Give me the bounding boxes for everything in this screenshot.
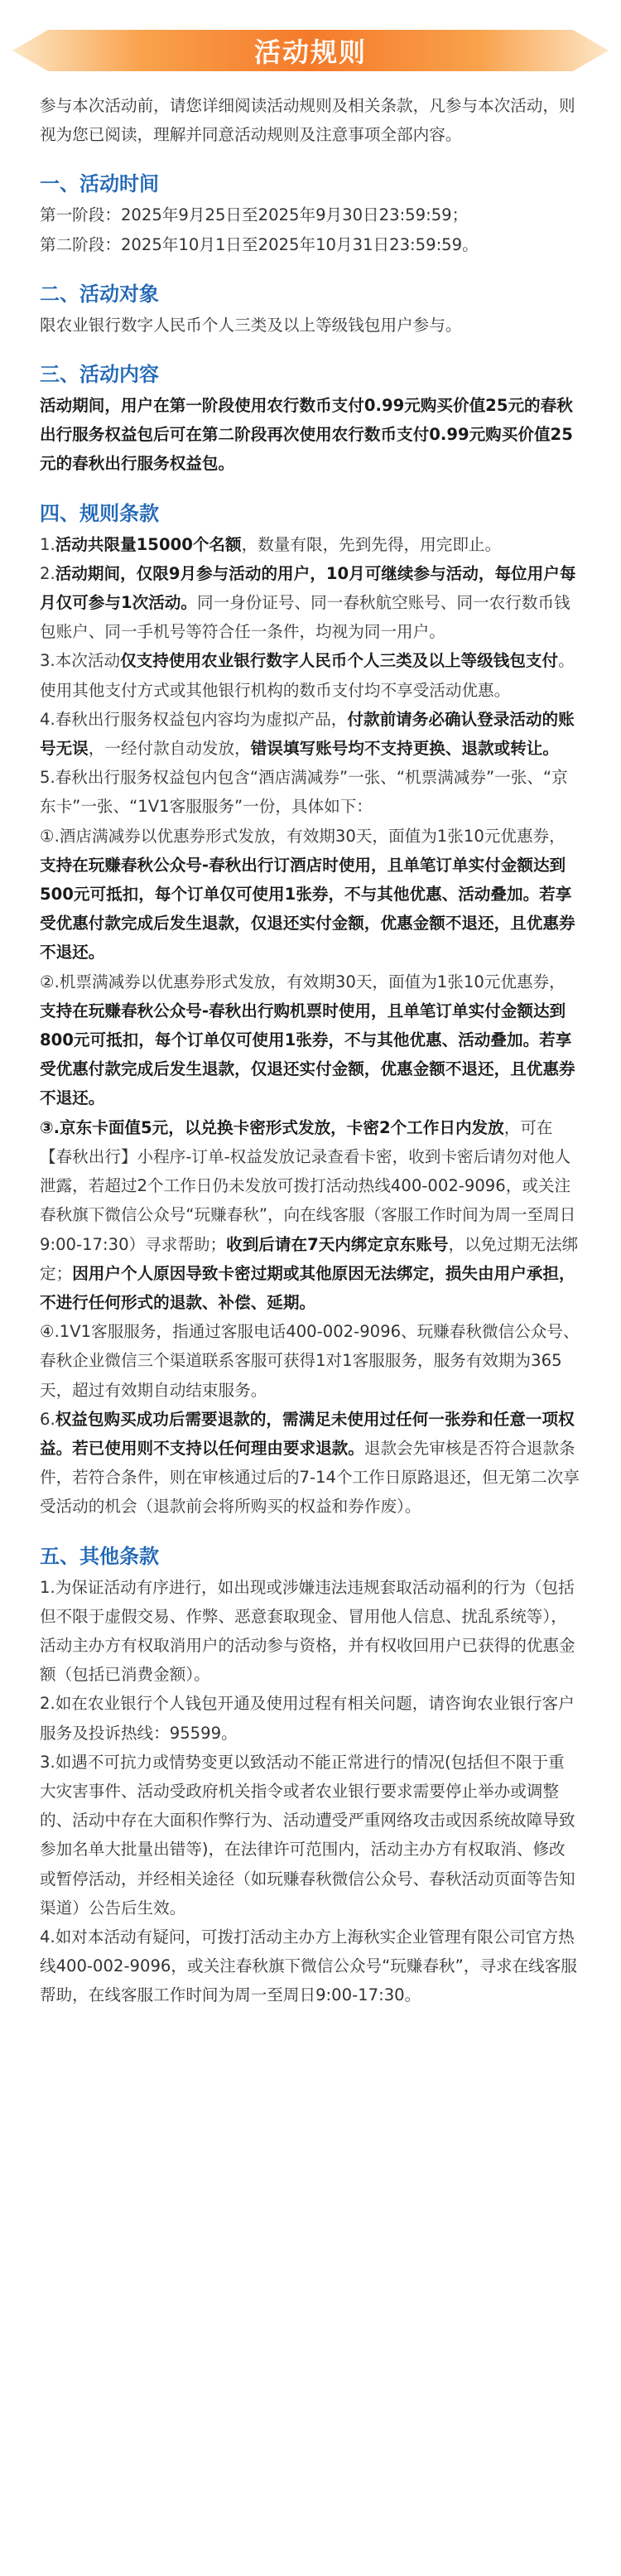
rule-text: ，可在【春秋出行】小程序-订单-权益发放记录查看卡密，收到卡密后请勿对他人泄露，若超过2个工作日仍未发放可拨打活动热线400-002-9096，或关注春秋旗下微信公众号“玩赚春秋”，向在线客服（客服工作时间为周一至周日9:00-17:30）寻求帮助； [40,1117,576,1254]
rule-text: ，数量有限，先到先得，用完即止。 [241,534,502,554]
rule-bold-text: 付款前请务必确认登录活动的账号无误 [40,709,575,759]
rule-text: ，一经付款自动发放， [88,739,251,759]
rule-text: ②.机票满减券以优惠券形式发放，有效期30天，面值为1张10元优惠券， [40,972,566,991]
phase-one-text: 第一阶段：2025年9月25日至2025年9月30日23:59:59； [40,205,469,225]
rule-bold-text: ③.京东卡面值5元，以兑换卡密形式发放，卡密2个工作日内发放 [40,1117,504,1137]
rule-bold-text: 收到后请在7天内绑定京东账号 [226,1234,449,1254]
other-item: 4.如对本活动有疑问，可拨打活动主办方上海秋实企业管理有限公司官方热线400-002-9096，或关注春秋旗下微信公众号“玩赚春秋”，寻求在线客服帮助，在线客服工作时间为周一至周日9:00-17:30。 [40,1927,577,2005]
other-item: 1.为保证活动有序进行，如出现或涉嫌违法违规套取活动福利的行为（包括但不限于虚假交易、作弊、恶意套取现金、冒用他人信息、扰乱系统等），活动主办方有权取消用户的活动参与资格，并有权收回用户已获得的优惠金额（包括已消费金额）。 [40,1577,575,1685]
rule-item [40,1405,580,1522]
section-title-time: 一、活动时间 [40,172,159,196]
rule-text: 3.本次活动 [40,651,121,671]
phase-two-text: 第二阶段：2025年10月1日至2025年10月31日23:59:59。 [40,234,479,254]
rule-subitem-service: ④.1V1客服服务，指通过客服电话400-002-9096、玩赚春秋微信公众号、春秋企业微信三个渠道联系客服可获得1对1客服服务，服务有效期为365天，超过有效期自动结束服务。 [40,1322,580,1400]
rule-text: ，以免过期无法绑定； [40,1234,579,1283]
target-text: 限农业银行数字人民币个人三类及以上等级钱包用户参与。 [40,315,462,335]
rule-bold-text: 活动期间，仅限9月参与活动的用户，10月可继续参与活动，每位用户每月仅可参与1次活动。 [40,563,576,613]
intro-paragraph: 参与本次活动前，请您详细阅读活动规则及相关条款，凡参与本次活动，则视为您已阅读，理解并同意活动规则及注意事项全部内容。 [40,96,575,145]
rule-bold-text: 错误填写账号均不支持更换、退款或转让。 [250,739,559,759]
rule-item [40,705,580,763]
rule-bold-text: 权益包购买成功后需要退款的，需满足未使用过任何一张券和任意一项权益。若已使用则不支持以任何理由要求退款。 [40,1409,575,1458]
rule-bold-text: 仅支持使用农业银行数字人民币个人三类及以上等级钱包支付 [120,651,559,671]
rule-item: 5.春秋出行服务权益包内包含“酒店满减券”一张、“机票满减券”一张、“京东卡”一张、“1V1客服服务”一份，具体如下： [40,768,568,817]
rule-subitem-hotel [40,822,580,967]
rule-item [40,559,580,647]
rule-number: 1. [40,534,55,554]
rule-number: 2. [40,563,55,583]
section-title-rules: 四、规则条款 [40,501,159,525]
rule-bold-text: 支持在玩赚春秋公众号-春秋出行订酒店时使用，且单笔订单实付金额达到500元可抵扣，每个订单仅可使用1张券，不与其他优惠、活动叠加。若享受优惠付款完成后发生退款，仅退还实付金额，优惠金额不退还，且优惠券不退还。 [40,855,575,962]
rule-bold-text: 活动共限量15000个名额 [55,534,242,554]
rule-item [40,646,580,704]
rule-item [40,530,580,559]
other-item: 2.如在农业银行个人钱包开通及使用过程有相关问题，请咨询农业银行客户服务及投诉热线：95599。 [40,1694,575,1743]
header [0,0,621,91]
rule-subitem-flight [40,967,580,1113]
rule-text: 。使用其他支付方式或其他银行机构的数币支付均不享受活动优惠。 [40,651,575,700]
rule-text: 4.春秋出行服务权益包内容均为虚拟产品， [40,709,348,729]
section-title-target: 二、活动对象 [40,282,159,306]
rule-text: ①.酒店满减券以优惠券形式发放，有效期30天，面值为1张10元优惠券， [40,826,566,846]
section-title-content: 三、活动内容 [40,363,159,387]
rule-bold-text: 因用户个人原因导致卡密过期或其他原因无法绑定，损失由用户承担，不进行任何形式的退款、补偿、延期。 [40,1263,575,1312]
rules-content [0,91,621,2010]
rule-text: 退款会先审核是否符合退款条件，若符合条件，则在审核通过后的7-14个工作日原路退还，但无第二次享受活动的机会（退款前会将所购买的权益和券作废）。 [40,1438,580,1517]
page-title: 活动规则 [253,36,367,68]
rule-number: 6. [40,1409,55,1429]
title-banner [12,30,609,71]
rule-text: 同一身份证号、同一春秋航空账号、同一农行数币钱包账户、同一手机号等符合任一条件，均视为同一用户。 [40,593,570,642]
content-text: 活动期间，用户在第一阶段使用农行数币支付0.99元购买价值25元的春秋出行服务权益包后可在第二阶段再次使用农行数币支付0.99元购买价值25元的春秋出行服务权益包。 [40,396,573,474]
section-title-other: 五、其他条款 [40,1544,159,1568]
rule-bold-text: 支持在玩赚春秋公众号-春秋出行购机票时使用，且单笔订单实付金额达到800元可抵扣，每个订单仅可使用1张券，不与其他优惠、活动叠加。若享受优惠付款完成后发生退款，仅退还实付金额，优惠金额不退还，且优惠券不退还。 [40,1001,575,1108]
other-item: 3.如遇不可抗力或情势变更以致活动不能正常进行的情况(包括但不限于重大灾害事件、活动受政府机关指令或者农业银行要求需要停止举办或调整的、活动中存在大面积作弊行为、活动遭受严重网络攻击或因系统故障导致参加名单大批量出错等)，在法律许可范围内，活动主办方有权取消、修改或暂停活动，并经相关途径（如玩赚春秋微信公众号、春秋活动页面等告知渠道）公告后生效。 [40,1752,575,1918]
rule-subitem-jd-card [40,1113,580,1317]
